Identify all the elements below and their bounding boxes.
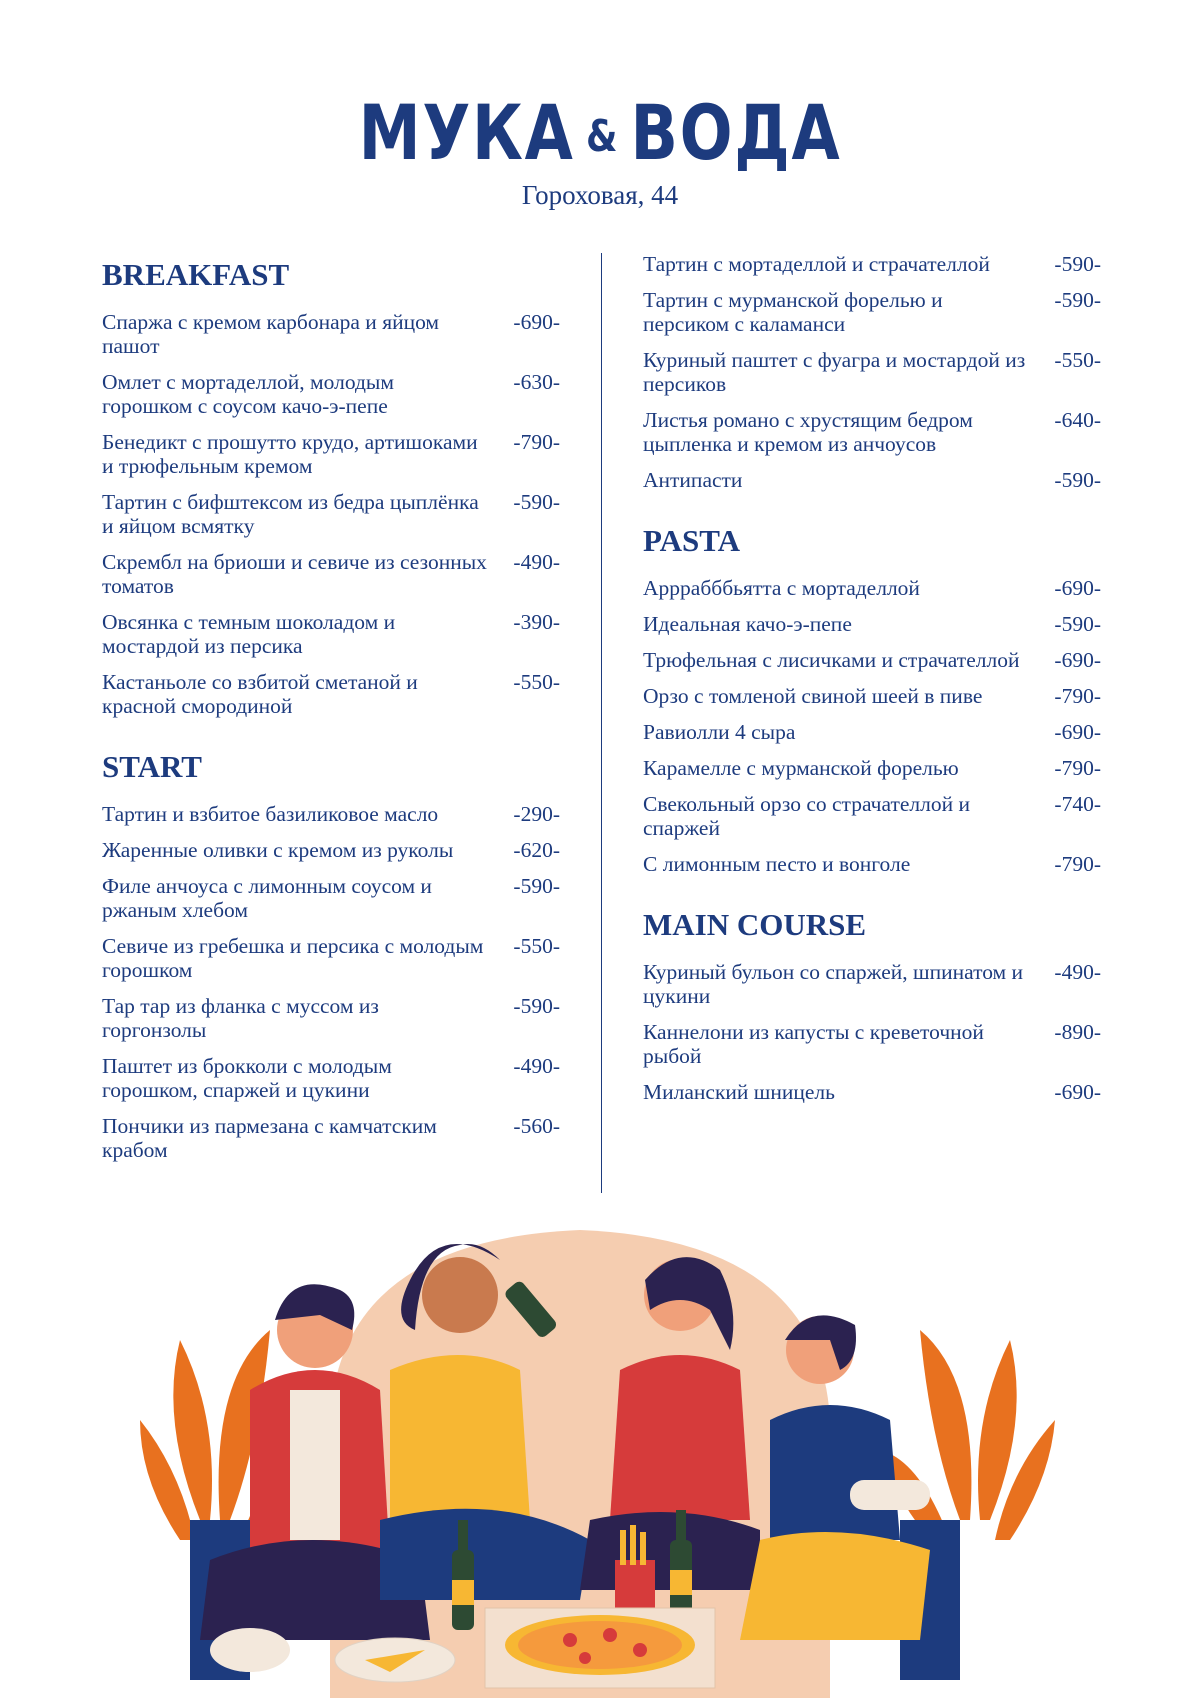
menu-item-price: -590- [1054, 288, 1101, 312]
menu-item [643, 756, 1101, 780]
restaurant-address: Гороховая, 44 [521, 180, 679, 210]
menu-section [643, 906, 1101, 1104]
menu-item-price: -690- [1054, 720, 1101, 744]
menu-item-price: -560- [513, 1114, 560, 1138]
menu-item [643, 1080, 1101, 1104]
menu-item-price: -590- [513, 490, 560, 514]
menu-item-name: Скрембл на бриоши и севиче из сезонных томатов [102, 550, 487, 598]
menu-item-name: Спаржа с кремом карбонара и яйцом пашот [102, 310, 440, 358]
menu-item [643, 852, 1101, 876]
menu-item [643, 408, 1101, 456]
menu-item [643, 960, 1101, 1008]
menu-item-price: -490- [513, 1054, 560, 1078]
logo-word-left: МУКА [358, 88, 575, 177]
right-plant-icon [880, 1330, 1055, 1550]
logo-word-right: ВОДА [630, 88, 842, 177]
menu-item-name: Равиолли 4 сыра [643, 720, 796, 744]
menu-item-name: Куриный бульон со спаржей, шпинатом и цукини [643, 960, 1024, 1008]
section-title: START [102, 749, 202, 784]
menu-item [643, 720, 1101, 744]
menu-section [102, 748, 560, 1162]
menu-item-price: -550- [513, 934, 560, 958]
menu-item-name: С лимонным песто и вонголе [643, 852, 911, 876]
menu-item-name: Миланский шницель [643, 1080, 835, 1104]
menu-item-name: Тартин с бифштексом из бедра цыплёнка и яйцом всмятку [102, 490, 479, 538]
menu-item-name: Карамелле с мурманской форелью [643, 756, 959, 780]
menu-item-name: Тартин с мурманской форелью и персиком с каламанси [643, 288, 943, 336]
menu-item-name: Пончики из пармезана с камчатским крабом [102, 1114, 437, 1162]
menu-item [643, 576, 1101, 600]
menu-item [643, 1020, 1101, 1068]
menu-item-name: Свекольный орзо со страчателлой и спаржей [643, 792, 970, 840]
menu-item-price: -740- [1054, 792, 1101, 816]
menu-item-name: Идеальная качо-э-пепе [643, 612, 852, 636]
menu-item-price: -590- [1054, 612, 1101, 636]
menu-item [643, 684, 1101, 708]
menu-item [643, 612, 1101, 636]
menu-item-price: -890- [1054, 1020, 1101, 1044]
menu-item-price: -490- [1054, 960, 1101, 984]
menu-item-price: -690- [513, 310, 560, 334]
restaurant-logo [108, 88, 1092, 178]
menu-item-name: Филе анчоуса с лимонным соусом и ржаным хлебом [102, 874, 432, 922]
menu-item-name: Бенедикт с прошутто крудо, артишоками и трюфельным кремом [102, 430, 478, 478]
menu-item [102, 610, 560, 658]
section-title: BREAKFAST [102, 257, 290, 292]
menu-item-price: -790- [1054, 756, 1101, 780]
menu-item-price: -550- [1054, 348, 1101, 372]
column-divider [601, 253, 602, 1193]
menu-item-name: Арррабббьятта с мортаделлой [643, 576, 920, 600]
menu-left-column [102, 256, 560, 1192]
menu-item-name: Орзо с томленой свиной шеей в пиве [643, 684, 983, 708]
menu-item [102, 1114, 560, 1162]
menu-section [643, 522, 1101, 876]
menu-item-price: -790- [513, 430, 560, 454]
menu-item-price: -490- [513, 550, 560, 574]
section-title: MAIN COURSE [643, 907, 867, 942]
menu-item-name: Омлет с мортаделлой, молодым горошком с соусом качо-э-пепе [102, 370, 394, 418]
menu-item [643, 348, 1101, 396]
menu-item [102, 874, 560, 922]
menu-item-name: Паштет из брокколи с молодым горошком, спаржей и цукини [102, 1054, 392, 1102]
logo-ampersand: & [585, 111, 620, 162]
section-title: PASTA [643, 523, 741, 558]
menu-item [643, 792, 1101, 840]
menu-item-price: -790- [1054, 684, 1101, 708]
menu-item-price: -390- [513, 610, 560, 634]
menu-item-price: -690- [1054, 1080, 1101, 1104]
menu-item-name: Тартин с мортаделлой и страчателлой [643, 252, 990, 276]
menu-item [102, 310, 560, 358]
friends-eating-pizza-illustration [140, 1220, 1060, 1698]
menu-item-name: Жаренные оливки с кремом из руколы [102, 838, 454, 862]
menu-item-name: Листья романо с хрустящим бедром цыпленка и кремом из анчоусов [643, 408, 973, 456]
menu-item-name: Трюфельная с лисичками и страчателлой [643, 648, 1020, 672]
menu-item-price: -590- [1054, 252, 1101, 276]
menu-item [102, 490, 560, 538]
menu-item-price: -620- [513, 838, 560, 862]
menu-item-name: Тартин и взбитое базиликовое масло [102, 802, 439, 826]
menu-item [102, 430, 560, 478]
menu-item-price: -690- [1054, 576, 1101, 600]
menu-item-name: Кастаньоле со взбитой сметаной и красной смородиной [102, 670, 418, 718]
menu-item-price: -290- [513, 802, 560, 826]
menu-right-column [643, 252, 1101, 1134]
menu-item-price: -690- [1054, 648, 1101, 672]
menu-item [643, 468, 1101, 492]
pizza-plate-icon [335, 1638, 455, 1682]
menu-item-price: -790- [1054, 852, 1101, 876]
menu-item-price: -590- [1054, 468, 1101, 492]
menu-item [102, 550, 560, 598]
menu-item-price: -590- [513, 994, 560, 1018]
menu-item-name: Каннелони из капусты с креветочной рыбой [643, 1020, 984, 1068]
menu-item [102, 802, 560, 826]
pizza-box-icon [485, 1608, 715, 1688]
menu-item [643, 252, 1101, 276]
menu-item-price: -640- [1054, 408, 1101, 432]
menu-item [102, 934, 560, 982]
menu-item [102, 670, 560, 718]
menu-item-name: Овсянка с темным шоколадом и мостардой из персика [102, 610, 396, 658]
menu-item [102, 370, 560, 418]
menu-item [643, 288, 1101, 336]
menu-item-price: -630- [513, 370, 560, 394]
menu-section [102, 256, 560, 718]
menu-item [643, 648, 1101, 672]
menu-section [643, 252, 1101, 492]
menu-item-name: Куриный паштет с фуагра и мостардой из персиков [643, 348, 1026, 396]
menu-item [102, 838, 560, 862]
menu-item [102, 1054, 560, 1102]
menu-item-name: Севиче из гребешка и персика с молодым горошком [102, 934, 484, 982]
menu-item-price: -590- [513, 874, 560, 898]
menu-item [102, 994, 560, 1042]
menu-item-price: -550- [513, 670, 560, 694]
menu-item-name: Тар тар из фланка с муссом из горгонзолы [102, 994, 379, 1042]
menu-item-name: Антипасти [643, 468, 743, 492]
